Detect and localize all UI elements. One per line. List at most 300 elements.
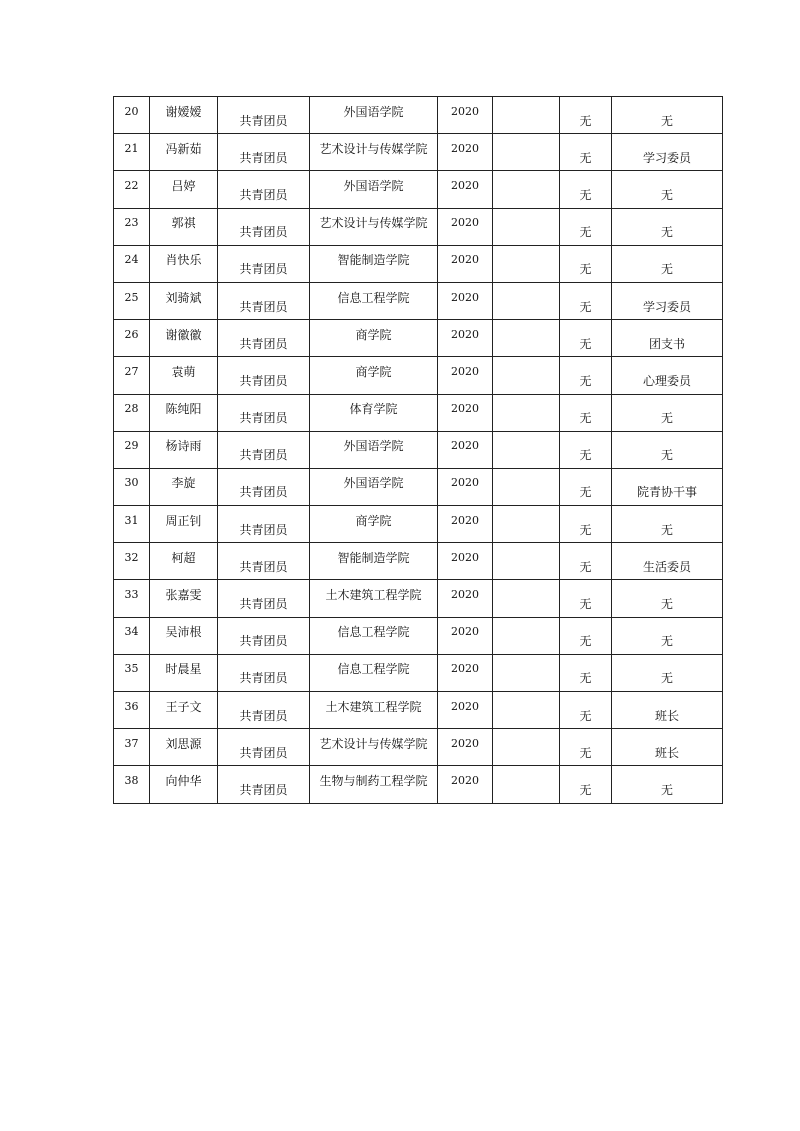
cell-political-status-text: 共青团员 — [239, 597, 288, 612]
cell-college-text: 信息工程学院 — [337, 662, 410, 677]
cell-political-status-text: 共青团员 — [239, 671, 288, 686]
cell-position — [612, 97, 723, 134]
cell-award-text: 无 — [579, 485, 592, 500]
cell-grade-text: 2020 — [451, 662, 479, 676]
table-row — [114, 320, 723, 357]
cell-name-text: 吴沛根 — [165, 625, 202, 640]
cell-name — [150, 766, 218, 803]
cell-political-status — [218, 506, 310, 543]
cell-political-status-text: 共青团员 — [239, 187, 288, 202]
cell-blank — [493, 208, 560, 245]
cell-name-text: 王子文 — [165, 699, 202, 714]
cell-name-text: 吕婷 — [171, 178, 196, 193]
cell-award-text: 无 — [579, 634, 592, 649]
cell-grade — [438, 134, 493, 171]
cell-grade-text: 2020 — [451, 253, 479, 267]
cell-name — [150, 171, 218, 208]
table-row — [114, 654, 723, 691]
cell-position-text: 无 — [660, 671, 673, 686]
cell-grade-text: 2020 — [451, 402, 479, 416]
cell-position-text: 无 — [660, 634, 673, 649]
cell-grade-text: 2020 — [451, 439, 479, 453]
cell-award — [560, 580, 612, 617]
cell-award-text: 无 — [579, 262, 592, 277]
cell-college-text: 商学院 — [355, 327, 392, 342]
cell-grade — [438, 766, 493, 803]
roster-body — [114, 97, 723, 804]
cell-political-status — [218, 208, 310, 245]
cell-name-text: 柯超 — [171, 550, 196, 565]
cell-award-text: 无 — [579, 745, 592, 760]
cell-political-status — [218, 654, 310, 691]
cell-number-text: 28 — [124, 402, 139, 416]
cell-political-status-text: 共青团员 — [239, 225, 288, 240]
cell-college-text: 外国语学院 — [343, 476, 404, 491]
cell-award-text: 无 — [579, 150, 592, 165]
cell-number — [114, 245, 150, 282]
cell-name — [150, 245, 218, 282]
cell-award-text: 无 — [579, 559, 592, 574]
cell-name-text: 时晨星 — [165, 662, 202, 677]
cell-name — [150, 282, 218, 319]
roster-table — [113, 96, 723, 804]
cell-college-text: 体育学院 — [349, 402, 398, 417]
cell-position-text: 学习委员 — [642, 299, 691, 314]
cell-position — [612, 282, 723, 319]
table-row — [114, 692, 723, 729]
cell-blank — [493, 97, 560, 134]
cell-college — [310, 580, 438, 617]
cell-number — [114, 766, 150, 803]
cell-position — [612, 320, 723, 357]
cell-grade — [438, 506, 493, 543]
cell-blank — [493, 320, 560, 357]
cell-college-text: 商学院 — [355, 364, 392, 379]
cell-college-text: 商学院 — [355, 513, 392, 528]
cell-name-text: 张嘉雯 — [165, 588, 202, 603]
cell-blank — [493, 729, 560, 766]
cell-award — [560, 357, 612, 394]
cell-name-text: 肖快乐 — [165, 253, 202, 268]
cell-grade-text: 2020 — [451, 364, 479, 378]
cell-award — [560, 766, 612, 803]
cell-number — [114, 97, 150, 134]
cell-political-status — [218, 282, 310, 319]
cell-political-status-text: 共青团员 — [239, 373, 288, 388]
cell-number — [114, 208, 150, 245]
cell-blank — [493, 245, 560, 282]
cell-position — [612, 766, 723, 803]
cell-name — [150, 431, 218, 468]
cell-blank — [493, 617, 560, 654]
cell-college-text: 信息工程学院 — [337, 625, 410, 640]
cell-political-status — [218, 394, 310, 431]
table-row — [114, 245, 723, 282]
cell-grade — [438, 543, 493, 580]
cell-political-status-text: 共青团员 — [239, 299, 288, 314]
cell-political-status-text: 共青团员 — [239, 262, 288, 277]
cell-blank — [493, 431, 560, 468]
cell-blank — [493, 134, 560, 171]
cell-award-text: 无 — [579, 113, 592, 128]
cell-number-text: 26 — [124, 327, 139, 341]
cell-number-text: 27 — [124, 364, 139, 378]
cell-number-text: 22 — [124, 178, 139, 192]
table-row — [114, 394, 723, 431]
cell-political-status-text: 共青团员 — [239, 559, 288, 574]
cell-grade-text: 2020 — [451, 550, 479, 564]
cell-college — [310, 729, 438, 766]
cell-award — [560, 506, 612, 543]
cell-grade — [438, 617, 493, 654]
cell-number-text: 29 — [124, 439, 139, 453]
cell-number — [114, 320, 150, 357]
cell-award-text: 无 — [579, 782, 592, 797]
cell-award-text: 无 — [579, 448, 592, 463]
cell-number-text: 34 — [124, 625, 139, 639]
cell-name-text: 袁萌 — [171, 364, 196, 379]
cell-number-text: 25 — [124, 290, 139, 304]
cell-award — [560, 134, 612, 171]
cell-college — [310, 171, 438, 208]
cell-political-status-text: 共青团员 — [239, 708, 288, 723]
cell-number-text: 21 — [124, 141, 139, 155]
cell-college — [310, 134, 438, 171]
cell-award — [560, 394, 612, 431]
cell-college — [310, 394, 438, 431]
cell-award — [560, 208, 612, 245]
cell-name-text: 向仲华 — [165, 773, 202, 788]
cell-grade — [438, 245, 493, 282]
table-row — [114, 766, 723, 803]
cell-political-status — [218, 729, 310, 766]
cell-position — [612, 543, 723, 580]
cell-blank — [493, 692, 560, 729]
cell-award-text: 无 — [579, 187, 592, 202]
cell-name-text: 谢徽徽 — [165, 327, 202, 342]
cell-name — [150, 580, 218, 617]
cell-number — [114, 134, 150, 171]
table-row — [114, 617, 723, 654]
cell-award — [560, 245, 612, 282]
cell-college-text: 外国语学院 — [343, 439, 404, 454]
cell-name-text: 周正钊 — [165, 513, 202, 528]
cell-political-status — [218, 245, 310, 282]
cell-award-text: 无 — [579, 373, 592, 388]
cell-award — [560, 468, 612, 505]
cell-blank — [493, 394, 560, 431]
cell-political-status-text: 共青团员 — [239, 113, 288, 128]
cell-college-text: 土木建筑工程学院 — [325, 699, 422, 714]
cell-award — [560, 617, 612, 654]
cell-name — [150, 208, 218, 245]
cell-blank — [493, 766, 560, 803]
cell-name — [150, 506, 218, 543]
cell-political-status — [218, 766, 310, 803]
cell-award — [560, 320, 612, 357]
cell-grade-text: 2020 — [451, 736, 479, 750]
table-row — [114, 506, 723, 543]
cell-award-text: 无 — [579, 336, 592, 351]
cell-college — [310, 543, 438, 580]
cell-college — [310, 357, 438, 394]
cell-position-text: 无 — [660, 225, 673, 240]
cell-position — [612, 394, 723, 431]
cell-name — [150, 134, 218, 171]
cell-award-text: 无 — [579, 708, 592, 723]
cell-grade — [438, 692, 493, 729]
table-row — [114, 729, 723, 766]
cell-political-status-text: 共青团员 — [239, 745, 288, 760]
cell-award-text: 无 — [579, 299, 592, 314]
cell-award — [560, 729, 612, 766]
cell-blank — [493, 171, 560, 208]
cell-position — [612, 729, 723, 766]
cell-number — [114, 357, 150, 394]
cell-college — [310, 320, 438, 357]
cell-position-text: 无 — [660, 448, 673, 463]
cell-grade-text: 2020 — [451, 178, 479, 192]
cell-blank — [493, 654, 560, 691]
cell-grade-text: 2020 — [451, 327, 479, 341]
cell-grade-text: 2020 — [451, 290, 479, 304]
cell-political-status — [218, 320, 310, 357]
cell-position-text: 心理委员 — [642, 373, 691, 388]
cell-position — [612, 506, 723, 543]
cell-position-text: 班长 — [654, 708, 679, 723]
table-row — [114, 468, 723, 505]
cell-grade — [438, 654, 493, 691]
cell-blank — [493, 357, 560, 394]
cell-grade-text: 2020 — [451, 588, 479, 602]
cell-name — [150, 729, 218, 766]
cell-college-text: 土木建筑工程学院 — [325, 588, 422, 603]
cell-blank — [493, 543, 560, 580]
cell-political-status-text: 共青团员 — [239, 485, 288, 500]
cell-number — [114, 431, 150, 468]
cell-number — [114, 282, 150, 319]
table-row — [114, 431, 723, 468]
cell-college — [310, 208, 438, 245]
cell-political-status-text: 共青团员 — [239, 634, 288, 649]
cell-position — [612, 617, 723, 654]
cell-blank — [493, 468, 560, 505]
cell-award-text: 无 — [579, 597, 592, 612]
cell-number — [114, 506, 150, 543]
cell-position — [612, 134, 723, 171]
cell-college — [310, 97, 438, 134]
cell-grade-text: 2020 — [451, 699, 479, 713]
cell-grade — [438, 97, 493, 134]
cell-position-text: 无 — [660, 782, 673, 797]
cell-grade-text: 2020 — [451, 216, 479, 230]
cell-position — [612, 431, 723, 468]
table-row — [114, 97, 723, 134]
cell-position-text: 无 — [660, 262, 673, 277]
cell-award-text: 无 — [579, 671, 592, 686]
cell-award — [560, 692, 612, 729]
cell-political-status — [218, 171, 310, 208]
cell-number — [114, 617, 150, 654]
cell-college — [310, 766, 438, 803]
table-row — [114, 543, 723, 580]
cell-position-text: 生活委员 — [642, 559, 691, 574]
cell-number-text: 37 — [124, 736, 139, 750]
cell-political-status — [218, 543, 310, 580]
table-row — [114, 208, 723, 245]
cell-award — [560, 543, 612, 580]
cell-blank — [493, 506, 560, 543]
cell-name-text: 陈纯阳 — [165, 402, 202, 417]
cell-award — [560, 431, 612, 468]
cell-grade-text: 2020 — [451, 476, 479, 490]
cell-award-text: 无 — [579, 225, 592, 240]
cell-number — [114, 171, 150, 208]
cell-college — [310, 245, 438, 282]
cell-political-status — [218, 580, 310, 617]
table-row — [114, 171, 723, 208]
cell-award — [560, 654, 612, 691]
cell-grade — [438, 431, 493, 468]
cell-college — [310, 468, 438, 505]
cell-grade — [438, 729, 493, 766]
cell-position — [612, 580, 723, 617]
cell-number — [114, 468, 150, 505]
cell-college-text: 外国语学院 — [343, 104, 404, 119]
cell-political-status — [218, 97, 310, 134]
cell-political-status — [218, 617, 310, 654]
cell-name — [150, 394, 218, 431]
cell-name — [150, 320, 218, 357]
cell-name-text: 杨诗雨 — [165, 439, 202, 454]
cell-college-text: 外国语学院 — [343, 178, 404, 193]
cell-grade — [438, 394, 493, 431]
cell-college-text: 智能制造学院 — [337, 550, 410, 565]
cell-college-text: 信息工程学院 — [337, 290, 410, 305]
cell-position-text: 无 — [660, 522, 673, 537]
cell-position-text: 无 — [660, 187, 673, 202]
cell-name — [150, 543, 218, 580]
table-row — [114, 357, 723, 394]
cell-grade — [438, 468, 493, 505]
cell-award-text: 无 — [579, 411, 592, 426]
cell-college — [310, 692, 438, 729]
cell-name — [150, 97, 218, 134]
cell-grade-text: 2020 — [451, 625, 479, 639]
cell-blank — [493, 282, 560, 319]
cell-position-text: 班长 — [654, 745, 679, 760]
cell-name — [150, 468, 218, 505]
cell-college — [310, 654, 438, 691]
cell-name — [150, 654, 218, 691]
cell-name — [150, 617, 218, 654]
cell-number — [114, 654, 150, 691]
cell-number — [114, 580, 150, 617]
cell-college-text: 智能制造学院 — [337, 253, 410, 268]
cell-position — [612, 208, 723, 245]
cell-grade — [438, 171, 493, 208]
cell-name — [150, 692, 218, 729]
cell-grade — [438, 208, 493, 245]
cell-number-text: 20 — [124, 104, 139, 118]
cell-political-status — [218, 134, 310, 171]
cell-college — [310, 282, 438, 319]
cell-position — [612, 171, 723, 208]
cell-position — [612, 692, 723, 729]
cell-number-text: 35 — [124, 662, 139, 676]
cell-college-text: 艺术设计与传媒学院 — [319, 736, 428, 751]
cell-position — [612, 468, 723, 505]
cell-number — [114, 394, 150, 431]
cell-grade — [438, 282, 493, 319]
cell-grade-text: 2020 — [451, 104, 479, 118]
cell-grade — [438, 357, 493, 394]
table-row — [114, 580, 723, 617]
cell-position-text: 学习委员 — [642, 150, 691, 165]
cell-award — [560, 171, 612, 208]
cell-position — [612, 357, 723, 394]
cell-college-text: 艺术设计与传媒学院 — [319, 141, 428, 156]
cell-name-text: 刘骑斌 — [165, 290, 202, 305]
cell-grade — [438, 320, 493, 357]
cell-number — [114, 692, 150, 729]
cell-name-text: 李旋 — [171, 476, 196, 491]
cell-number — [114, 543, 150, 580]
cell-college — [310, 431, 438, 468]
cell-position — [612, 654, 723, 691]
cell-political-status-text: 共青团员 — [239, 150, 288, 165]
cell-college-text: 生物与制药工程学院 — [319, 773, 428, 788]
cell-number-text: 33 — [124, 588, 139, 602]
cell-college — [310, 617, 438, 654]
cell-grade-text: 2020 — [451, 141, 479, 155]
cell-name-text: 谢嫒嫒 — [165, 104, 202, 119]
cell-college — [310, 506, 438, 543]
cell-number-text: 32 — [124, 550, 139, 564]
cell-position-text: 无 — [660, 411, 673, 426]
cell-position — [612, 245, 723, 282]
cell-grade-text: 2020 — [451, 513, 479, 527]
cell-award — [560, 282, 612, 319]
cell-award — [560, 97, 612, 134]
cell-name-text: 郭祺 — [171, 216, 196, 231]
cell-political-status-text: 共青团员 — [239, 448, 288, 463]
cell-number-text: 23 — [124, 216, 139, 230]
cell-number — [114, 729, 150, 766]
cell-blank — [493, 580, 560, 617]
cell-name-text: 冯新茹 — [165, 141, 202, 156]
cell-number-text: 24 — [124, 253, 139, 267]
table-row — [114, 134, 723, 171]
cell-number-text: 31 — [124, 513, 139, 527]
cell-number-text: 30 — [124, 476, 139, 490]
cell-political-status — [218, 468, 310, 505]
cell-political-status — [218, 357, 310, 394]
cell-political-status-text: 共青团员 — [239, 336, 288, 351]
table-row — [114, 282, 723, 319]
cell-political-status-text: 共青团员 — [239, 411, 288, 426]
cell-political-status — [218, 431, 310, 468]
cell-award-text: 无 — [579, 522, 592, 537]
cell-position-text: 院青协干事 — [636, 485, 697, 500]
cell-grade — [438, 580, 493, 617]
cell-position-text: 无 — [660, 597, 673, 612]
cell-position-text: 团支书 — [648, 336, 685, 351]
cell-college-text: 艺术设计与传媒学院 — [319, 216, 428, 231]
cell-political-status-text: 共青团员 — [239, 782, 288, 797]
cell-number-text: 36 — [124, 699, 139, 713]
cell-name-text: 刘思源 — [165, 736, 202, 751]
